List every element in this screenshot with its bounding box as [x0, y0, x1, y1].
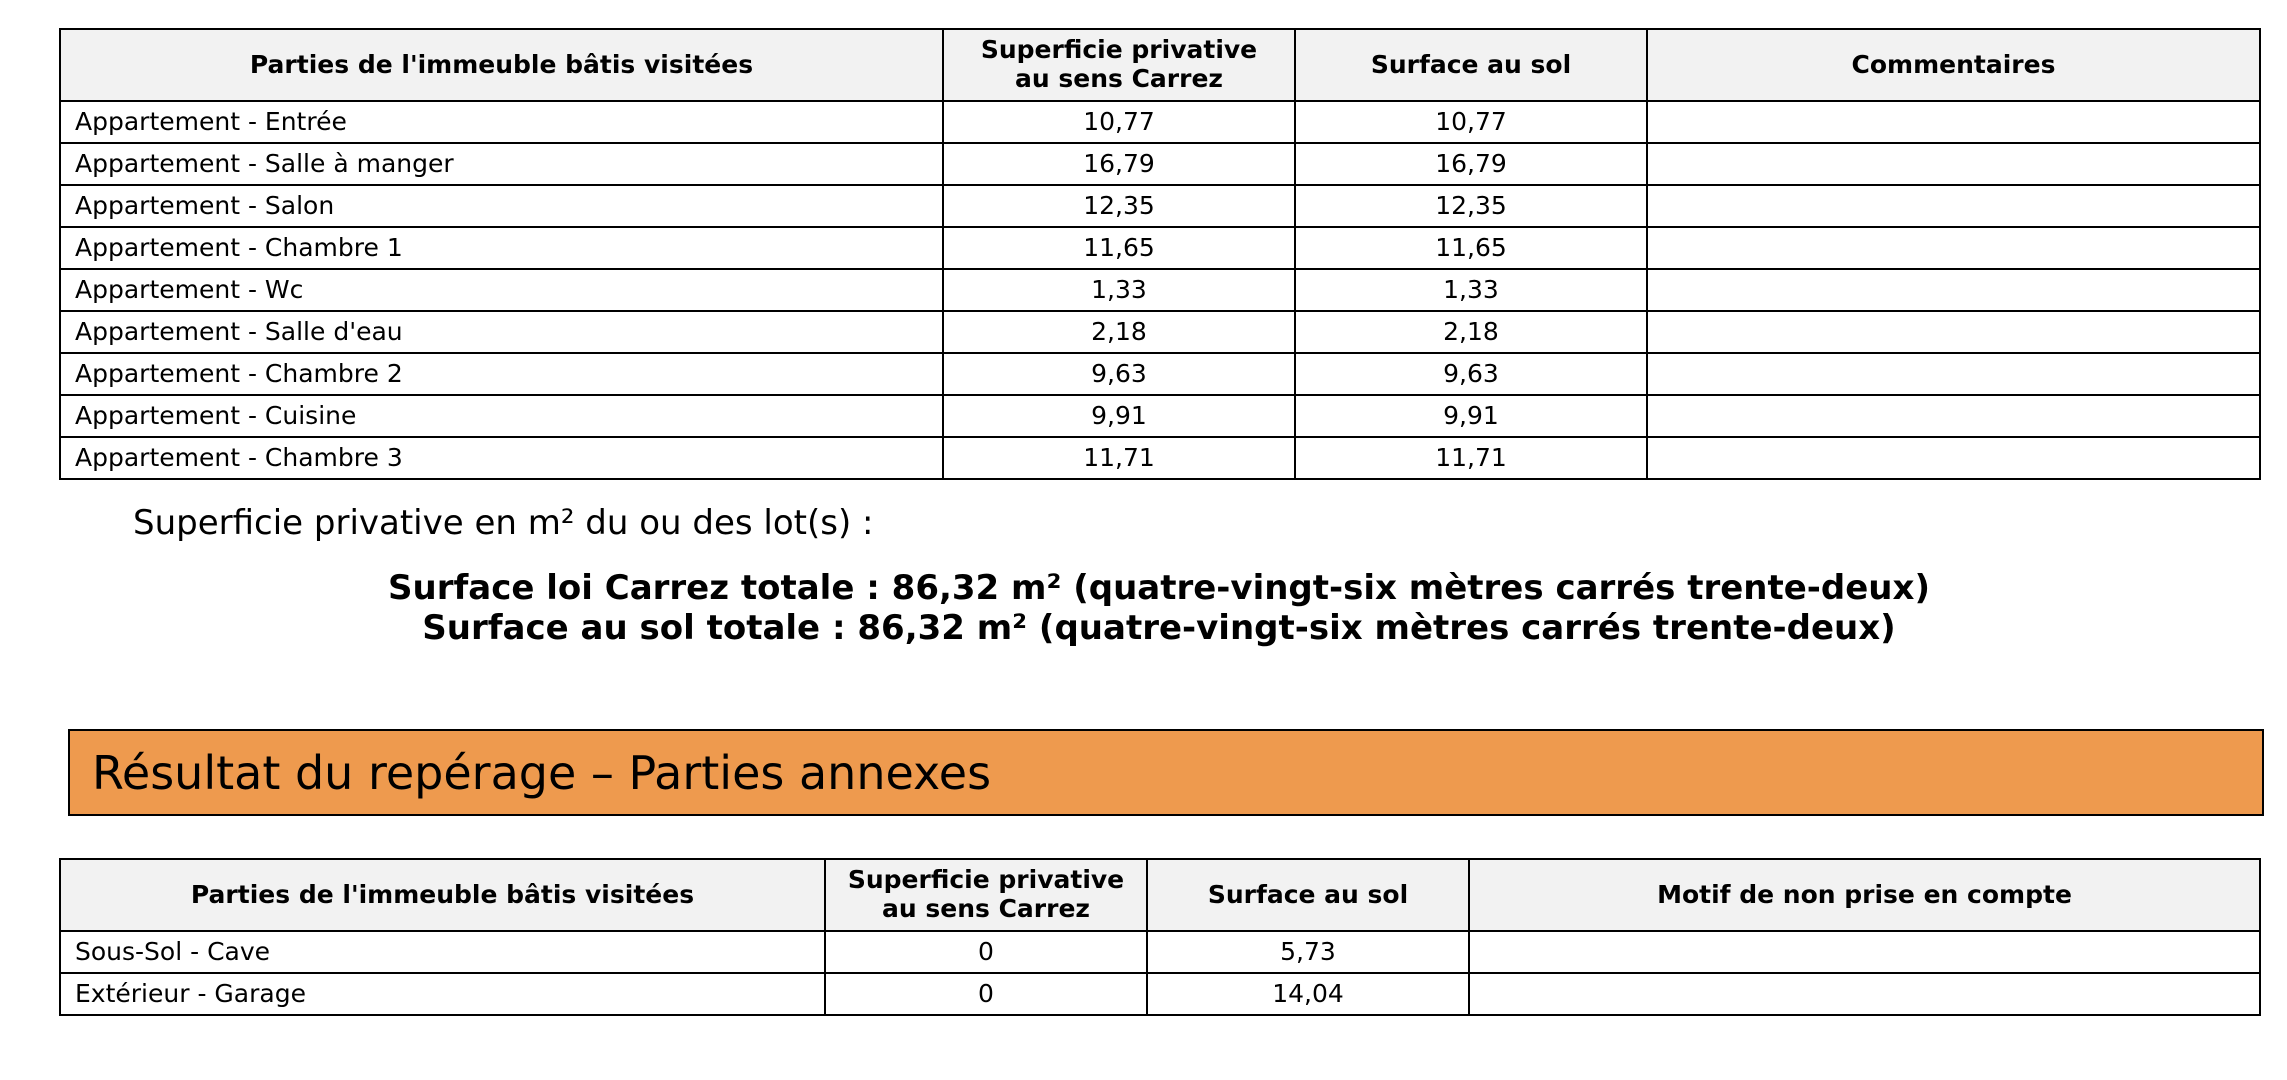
- surfaces-table: [59, 28, 2261, 480]
- cell-comment: [1647, 311, 2260, 353]
- cell-sol: 5,73: [1147, 931, 1469, 973]
- cell-carrez: 0: [825, 931, 1147, 973]
- cell-sol: 11,65: [1295, 227, 1647, 269]
- cell-sol: 9,63: [1295, 353, 1647, 395]
- cell-part: Appartement - Salle à manger: [60, 143, 943, 185]
- annex-table: [59, 858, 2261, 1016]
- table-row: [60, 143, 2260, 185]
- totals-block: [59, 568, 2259, 648]
- table-row: [60, 185, 2260, 227]
- header-parties: Parties de l'immeuble bâtis visitées: [60, 859, 825, 931]
- cell-part: Appartement - Salle d'eau: [60, 311, 943, 353]
- cell-part: Extérieur - Garage: [60, 973, 825, 1015]
- cell-comment: [1647, 143, 2260, 185]
- cell-comment: [1647, 437, 2260, 479]
- table-row: [60, 395, 2260, 437]
- cell-part: Appartement - Chambre 3: [60, 437, 943, 479]
- surfaces-table-body: [60, 101, 2260, 479]
- cell-part: Appartement - Wc: [60, 269, 943, 311]
- cell-carrez: 11,71: [943, 437, 1295, 479]
- table-row: [60, 101, 2260, 143]
- cell-sol: 9,91: [1295, 395, 1647, 437]
- cell-comment: [1647, 185, 2260, 227]
- cell-sol: 14,04: [1147, 973, 1469, 1015]
- header-surface-sol: Surface au sol: [1147, 859, 1469, 931]
- cell-sol: 12,35: [1295, 185, 1647, 227]
- cell-carrez: 10,77: [943, 101, 1295, 143]
- cell-carrez: 12,35: [943, 185, 1295, 227]
- cell-comment: [1647, 395, 2260, 437]
- table-row: [60, 227, 2260, 269]
- header-motif: Motif de non prise en compte: [1469, 859, 2260, 931]
- table-row: [60, 931, 2260, 973]
- table-header-row: [60, 859, 2260, 931]
- cell-part: Appartement - Entrée: [60, 101, 943, 143]
- table-row: [60, 269, 2260, 311]
- header-superficie-carrez: Superficie privative au sens Carrez: [825, 859, 1147, 931]
- cell-carrez: 11,65: [943, 227, 1295, 269]
- cell-carrez: 1,33: [943, 269, 1295, 311]
- cell-sol: 1,33: [1295, 269, 1647, 311]
- cell-sol: 2,18: [1295, 311, 1647, 353]
- cell-comment: [1647, 227, 2260, 269]
- cell-part: Sous-Sol - Cave: [60, 931, 825, 973]
- table-row: [60, 353, 2260, 395]
- annex-table-body: [60, 931, 2260, 1015]
- sol-total: Surface au sol totale : 86,32 m² (quatre-vingt-six mètres carrés trente-deux): [422, 608, 1896, 648]
- header-commentaires: Commentaires: [1647, 29, 2260, 101]
- carrez-total: Surface loi Carrez totale : 86,32 m² (quatre-vingt-six mètres carrés trente-deux): [388, 568, 1930, 608]
- annex-section-title: Résultat du repérage – Parties annexes: [92, 745, 992, 800]
- cell-comment: [1647, 269, 2260, 311]
- cell-part: Appartement - Cuisine: [60, 395, 943, 437]
- table-row: [60, 311, 2260, 353]
- table-header-row: [60, 29, 2260, 101]
- cell-carrez: 9,63: [943, 353, 1295, 395]
- table-row: [60, 973, 2260, 1015]
- header-superficie-carrez: Superficie privative au sens Carrez: [943, 29, 1295, 101]
- cell-sol: 10,77: [1295, 101, 1647, 143]
- cell-carrez: 2,18: [943, 311, 1295, 353]
- cell-motif: [1469, 973, 2260, 1015]
- cell-carrez: 9,91: [943, 395, 1295, 437]
- cell-sol: 11,71: [1295, 437, 1647, 479]
- header-surface-sol: Surface au sol: [1295, 29, 1647, 101]
- lots-label: Superficie privative en m² du ou des lot(s) :: [133, 503, 874, 543]
- cell-carrez: 16,79: [943, 143, 1295, 185]
- annex-section-banner: [68, 729, 2264, 816]
- cell-sol: 16,79: [1295, 143, 1647, 185]
- header-parties: Parties de l'immeuble bâtis visitées: [60, 29, 943, 101]
- cell-comment: [1647, 101, 2260, 143]
- cell-part: Appartement - Salon: [60, 185, 943, 227]
- cell-carrez: 0: [825, 973, 1147, 1015]
- cell-part: Appartement - Chambre 2: [60, 353, 943, 395]
- cell-part: Appartement - Chambre 1: [60, 227, 943, 269]
- table-row: [60, 437, 2260, 479]
- cell-comment: [1647, 353, 2260, 395]
- cell-motif: [1469, 931, 2260, 973]
